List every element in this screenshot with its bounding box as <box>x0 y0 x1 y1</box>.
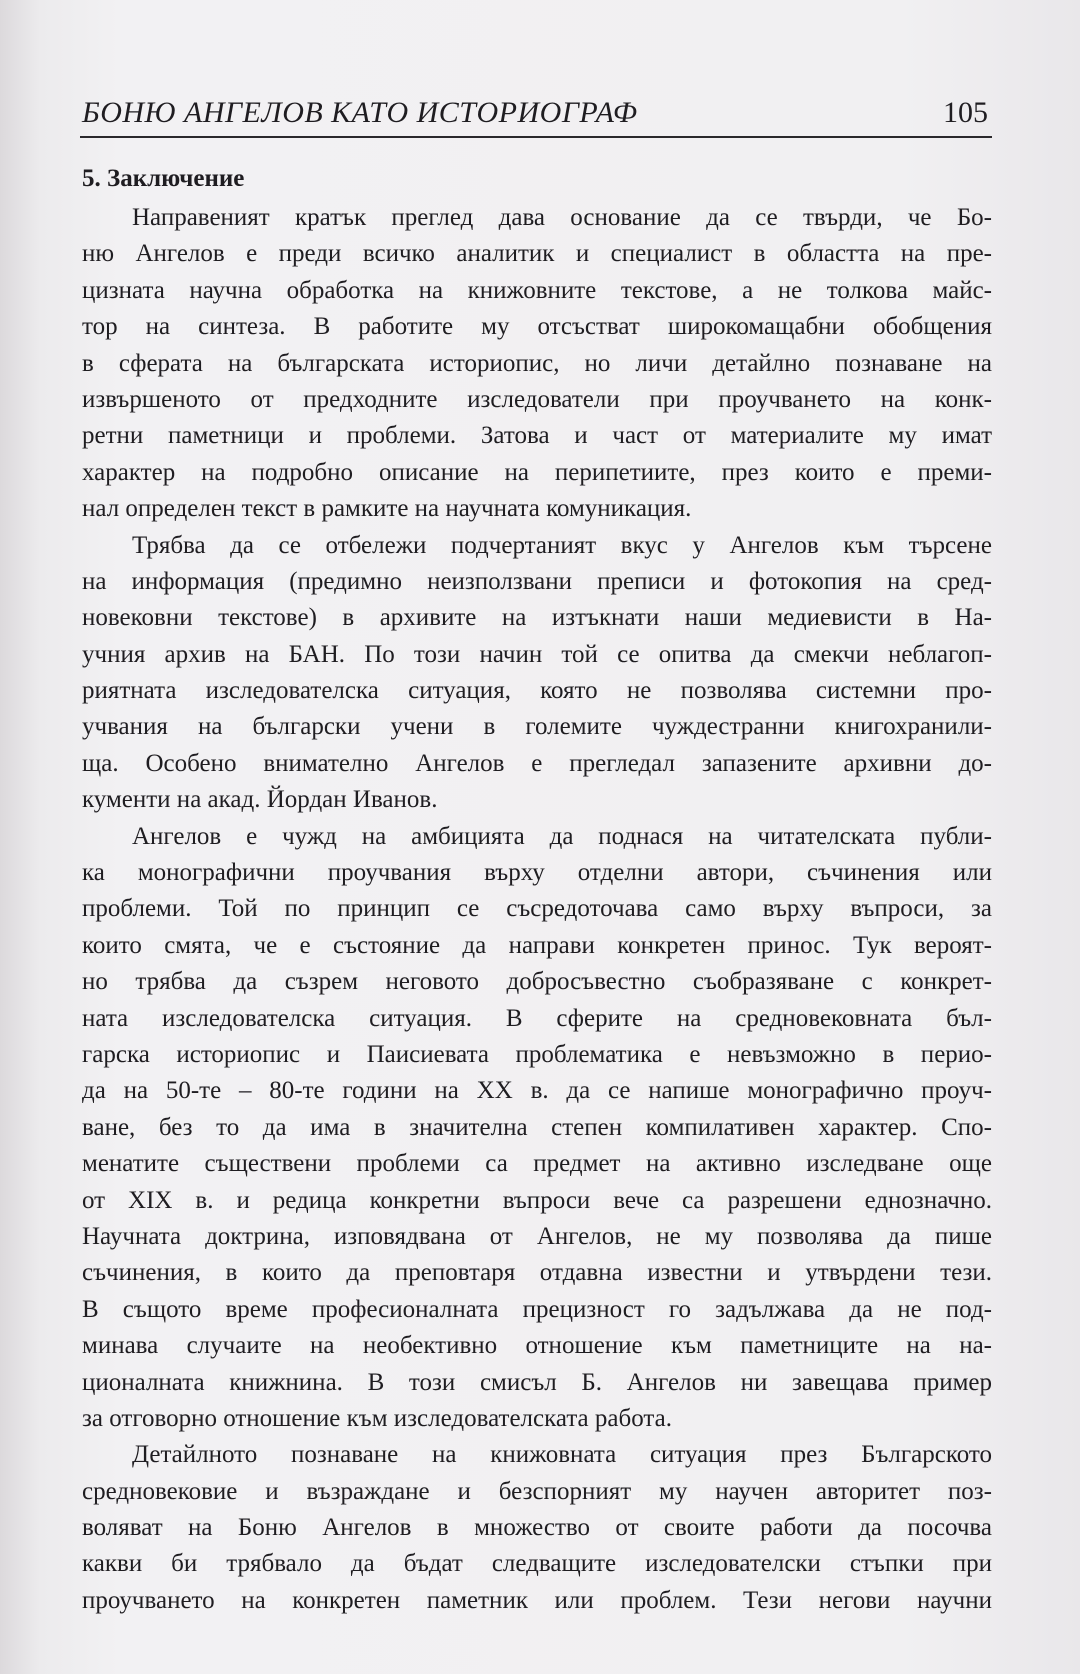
running-title: БОНЮ АНГЕЛОВ КАТО ИСТОРИОГРАФ <box>82 96 638 129</box>
text-line: Трябва да се отбележи подчертаният вкус у Ангелов към търсене <box>132 531 992 559</box>
text-line: нал определен текст в рамките на научната комуникация. <box>82 495 692 523</box>
text-line: които смята, че е състояние да направи конкретен принос. Тук вероят- <box>82 931 992 959</box>
text-line: какви би трябвало да бъдат следващите изследователски стъпки при <box>82 1550 992 1578</box>
text-line: кументи на акад. Йордан Иванов. <box>82 786 438 814</box>
text-line: минава случаите на необективно отношение към паметниците на на- <box>82 1332 992 1360</box>
text-line: извършеното от предходните изследователи при проучването на конк- <box>82 385 992 413</box>
text-line: съчинения, в които да преповтаря отдавна известни и утвърдени тези. <box>82 1259 992 1287</box>
text-line: в сферата на българската историопис, но личи детайлно познаване на <box>82 349 992 377</box>
text-line: ща. Особено внимателно Ангелов е прегледал запазените архивни до- <box>82 749 992 777</box>
text-line: учвания на български учени в големите чуждестранни книгохранили- <box>82 713 992 741</box>
text-line: новековни текстове) в архивите на изтъкнати наши медиевисти в На- <box>82 604 992 632</box>
text-line: средновековие и възраждане и безспорният му научен авторитет поз- <box>82 1477 992 1505</box>
text-line: риятната изследователска ситуация, която не позволява системни про- <box>82 677 992 705</box>
text-line: учния архив на БАН. По този начин той се опитва да смекчи неблагоп- <box>82 640 992 668</box>
text-line: ване, без то да има в значителна степен компилативен характер. Спо- <box>82 1113 992 1141</box>
text-line: В същото време професионалната прецизност го задължава да не под- <box>82 1295 992 1323</box>
text-line: ната изследователска ситуация. В сферите на средновековната бъл- <box>82 1004 992 1032</box>
text-line: да на 50-те – 80-те години на XX в. да се напише монографично проуч- <box>82 1077 992 1105</box>
text-line: ционалната книжнина. В този смисъл Б. Ангелов ни завещава пример <box>82 1368 992 1396</box>
text-line: тор на синтеза. В работите му отсъстват широкомащабни обобщения <box>82 313 992 341</box>
text-line: гарска историопис и Паисиевата проблематика е невъзможно в перио- <box>82 1040 992 1068</box>
page-number: 105 <box>943 96 988 129</box>
text-line: но трябва да съзрем неговото добросъвестно съобразяване с конкрет- <box>82 968 992 996</box>
text-line: воляват на Боню Ангелов в множество от своите работи да посочва <box>82 1514 992 1542</box>
text-line: от XIX в. и редица конкретни въпроси вече са разрешени еднозначно. <box>82 1186 992 1214</box>
text-line: ка монографични проучвания върху отделни автори, съчинения или <box>82 859 992 887</box>
text-line: Научната доктрина, изповядвана от Ангелов, не му позволява да пише <box>82 1222 992 1250</box>
body-text <box>82 162 992 1619</box>
text-line: ню Ангелов е преди всичко аналитик и специалист в областта на пре- <box>82 240 992 268</box>
text-line: характер на подробно описание на перипетиите, през които е преми- <box>82 458 992 486</box>
page-header <box>80 96 992 138</box>
text-line: Направеният кратък преглед дава основание да се твърди, че Бо- <box>132 204 992 231</box>
text-line: ретни паметници и проблеми. Затова и част от материалите му имат <box>82 422 992 450</box>
section-heading: 5. Заключение <box>82 165 245 192</box>
text-line: менатите съществени проблеми са предмет на активно изследване още <box>82 1150 992 1178</box>
text-line: проблеми. Той по принцип се съсредоточава само върху въпроси, за <box>82 895 992 923</box>
text-line: за отговорно отношение към изследователската работа. <box>82 1404 672 1432</box>
text-line: цизната научна обработка на книжовните текстове, а не толкова майс- <box>82 276 992 304</box>
text-line: Детайлното познаване на книжовната ситуация през Българското <box>132 1441 992 1469</box>
text-line: на информация (предимно неизползвани преписи и фотокопия на сред- <box>82 567 992 595</box>
text-line: проучването на конкретен паметник или проблем. Тези негови научни <box>82 1586 992 1614</box>
text-line: Ангелов е чужд на амбицията да поднася на читателската публи- <box>132 822 992 850</box>
